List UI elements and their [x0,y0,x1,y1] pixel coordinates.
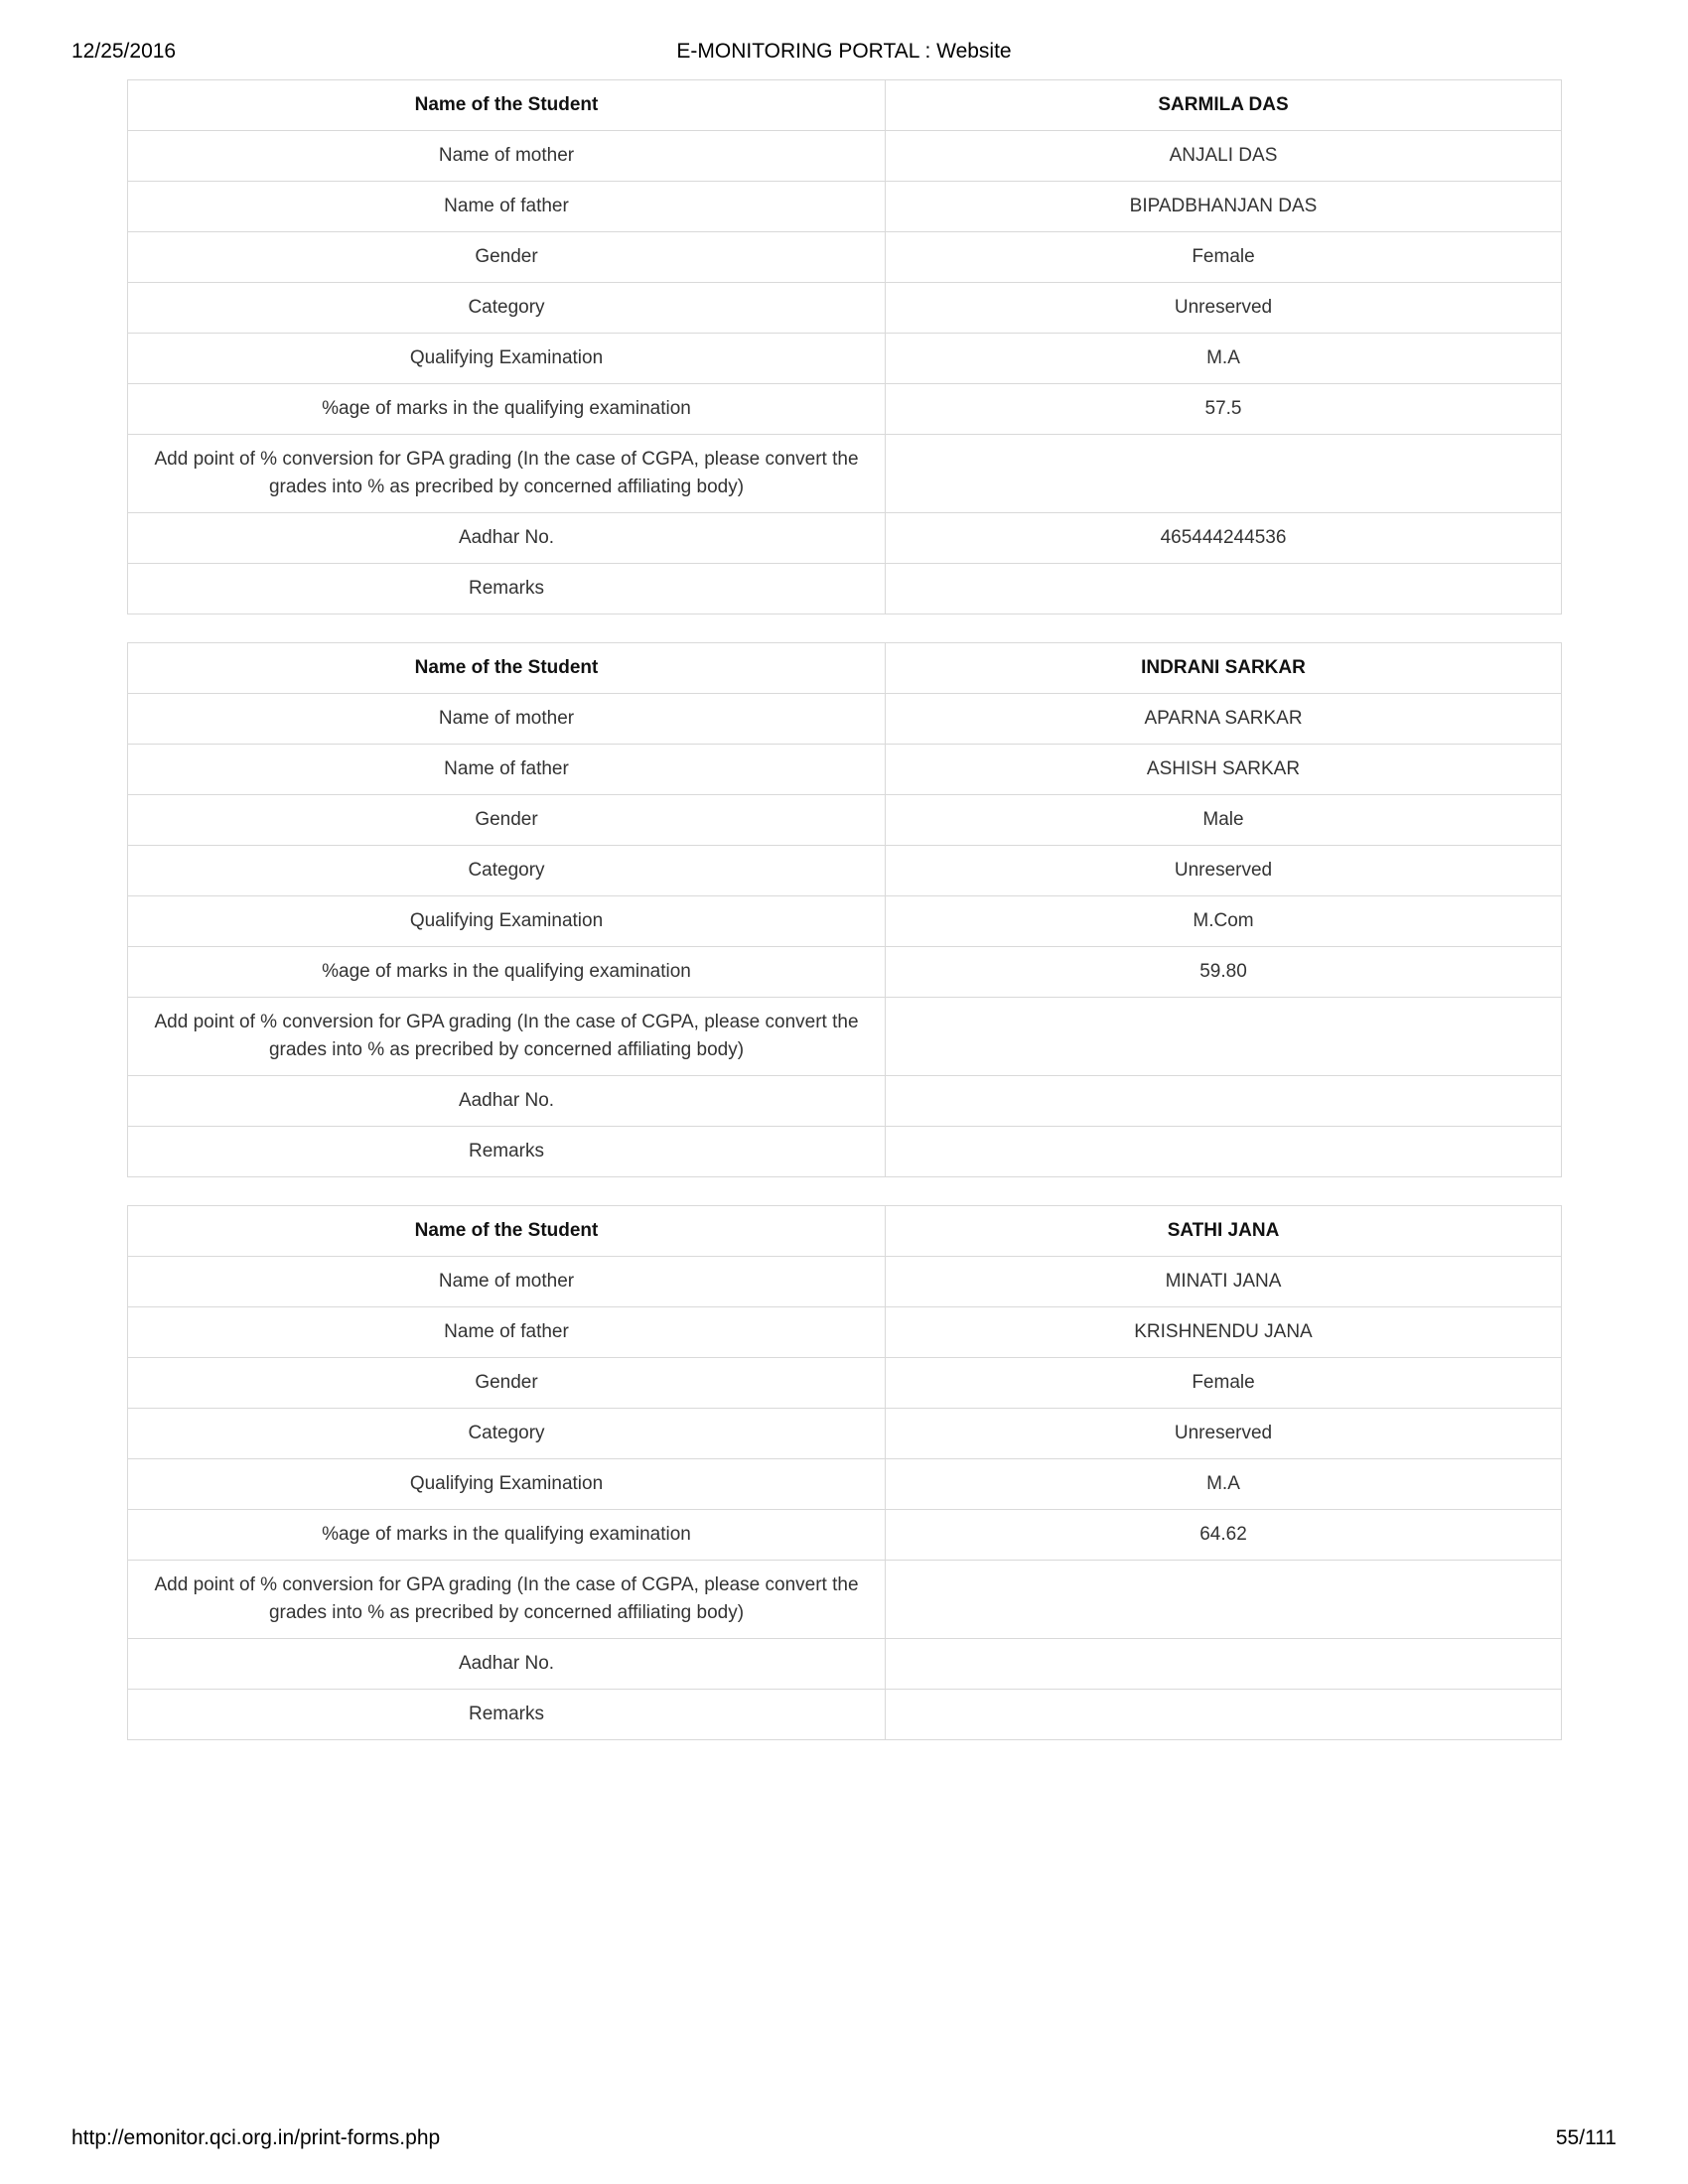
label-marks: %age of marks in the qualifying examination [128,384,886,435]
table-row-mother [128,1257,1562,1307]
table-row-category [128,283,1562,334]
label-gpa-conversion: Add point of % conversion for GPA grading (In the case of CGPA, please convert the grades into % as precribed by concerned affiliating body) [128,998,886,1076]
table-row-marks [128,384,1562,435]
value-marks: 57.5 [886,384,1562,435]
table-row-marks [128,947,1562,998]
value-gpa-conversion [886,998,1562,1076]
table-row-qualifying-exam [128,334,1562,384]
table-row-remarks [128,1127,1562,1177]
page-title: E-MONITORING PORTAL : Website [676,40,1012,63]
label-marks: %age of marks in the qualifying examination [128,1510,886,1561]
label-category: Category [128,1409,886,1459]
value-marks: 64.62 [886,1510,1562,1561]
student-record-table [127,1205,1562,1740]
label-aadhar: Aadhar No. [128,1076,886,1127]
value-category: Unreserved [886,283,1562,334]
value-gpa-conversion [886,1561,1562,1639]
label-remarks: Remarks [128,564,886,614]
value-aadhar: 465444244536 [886,513,1562,564]
student-record-table [127,642,1562,1177]
table-row-aadhar [128,513,1562,564]
label-gender: Gender [128,1358,886,1409]
value-mother-name: MINATI JANA [886,1257,1562,1307]
table-row-gpa-conversion [128,435,1562,513]
label-gpa-conversion: Add point of % conversion for GPA grading (In the case of CGPA, please convert the grades into % as precribed by concerned affiliating body) [128,1561,886,1639]
table-row-marks [128,1510,1562,1561]
table-row-father [128,1307,1562,1358]
table-row-gpa-conversion [128,998,1562,1076]
table-row-category [128,846,1562,896]
value-father-name: ASHISH SARKAR [886,745,1562,795]
value-mother-name: ANJALI DAS [886,131,1562,182]
value-father-name: KRISHNENDU JANA [886,1307,1562,1358]
value-category: Unreserved [886,1409,1562,1459]
value-aadhar [886,1076,1562,1127]
value-remarks [886,1127,1562,1177]
value-gender: Female [886,1358,1562,1409]
value-student-name: INDRANI SARKAR [886,643,1562,694]
print-date: 12/25/2016 [71,40,177,63]
table-row-aadhar [128,1076,1562,1127]
value-father-name: BIPADBHANJAN DAS [886,182,1562,232]
value-mother-name: APARNA SARKAR [886,694,1562,745]
table-row-gender [128,795,1562,846]
table-row-category [128,1409,1562,1459]
label-aadhar: Aadhar No. [128,1639,886,1690]
value-remarks [886,564,1562,614]
label-father-name: Name of father [128,745,886,795]
table-row-qualifying-exam [128,1459,1562,1510]
label-qualifying-exam: Qualifying Examination [128,1459,886,1510]
label-category: Category [128,283,886,334]
value-qualifying-exam: M.A [886,1459,1562,1510]
table-row-mother [128,694,1562,745]
table-row-remarks [128,564,1562,614]
table-row-gender [128,1358,1562,1409]
student-records [127,79,1562,1768]
table-row-student [128,643,1562,694]
value-gender: Female [886,232,1562,283]
value-marks: 59.80 [886,947,1562,998]
student-record-table [127,79,1562,614]
print-footer [71,2126,1617,2156]
table-row-aadhar [128,1639,1562,1690]
value-aadhar [886,1639,1562,1690]
table-row-mother [128,131,1562,182]
label-father-name: Name of father [128,1307,886,1358]
value-qualifying-exam: M.A [886,334,1562,384]
label-student-name: Name of the Student [128,80,886,131]
label-father-name: Name of father [128,182,886,232]
label-mother-name: Name of mother [128,1257,886,1307]
table-row-qualifying-exam [128,896,1562,947]
label-marks: %age of marks in the qualifying examination [128,947,886,998]
table-row-father [128,182,1562,232]
value-qualifying-exam: M.Com [886,896,1562,947]
table-row-student [128,80,1562,131]
value-student-name: SATHI JANA [886,1206,1562,1257]
label-gpa-conversion: Add point of % conversion for GPA grading (In the case of CGPA, please convert the grades into % as precribed by concerned affiliating body) [128,435,886,513]
label-aadhar: Aadhar No. [128,513,886,564]
label-qualifying-exam: Qualifying Examination [128,334,886,384]
table-row-remarks [128,1690,1562,1740]
table-row-gpa-conversion [128,1561,1562,1639]
label-mother-name: Name of mother [128,694,886,745]
label-gender: Gender [128,232,886,283]
label-mother-name: Name of mother [128,131,886,182]
table-row-gender [128,232,1562,283]
table-row-student [128,1206,1562,1257]
value-remarks [886,1690,1562,1740]
value-student-name: SARMILA DAS [886,80,1562,131]
label-remarks: Remarks [128,1127,886,1177]
value-gender: Male [886,795,1562,846]
print-header [71,40,1617,69]
value-category: Unreserved [886,846,1562,896]
label-remarks: Remarks [128,1690,886,1740]
label-student-name: Name of the Student [128,1206,886,1257]
value-gpa-conversion [886,435,1562,513]
page-url[interactable]: http://emonitor.qci.org.in/print-forms.php [71,2126,441,2149]
label-category: Category [128,846,886,896]
table-row-father [128,745,1562,795]
label-qualifying-exam: Qualifying Examination [128,896,886,947]
page-number: 55/111 [1555,2126,1617,2149]
label-gender: Gender [128,795,886,846]
label-student-name: Name of the Student [128,643,886,694]
